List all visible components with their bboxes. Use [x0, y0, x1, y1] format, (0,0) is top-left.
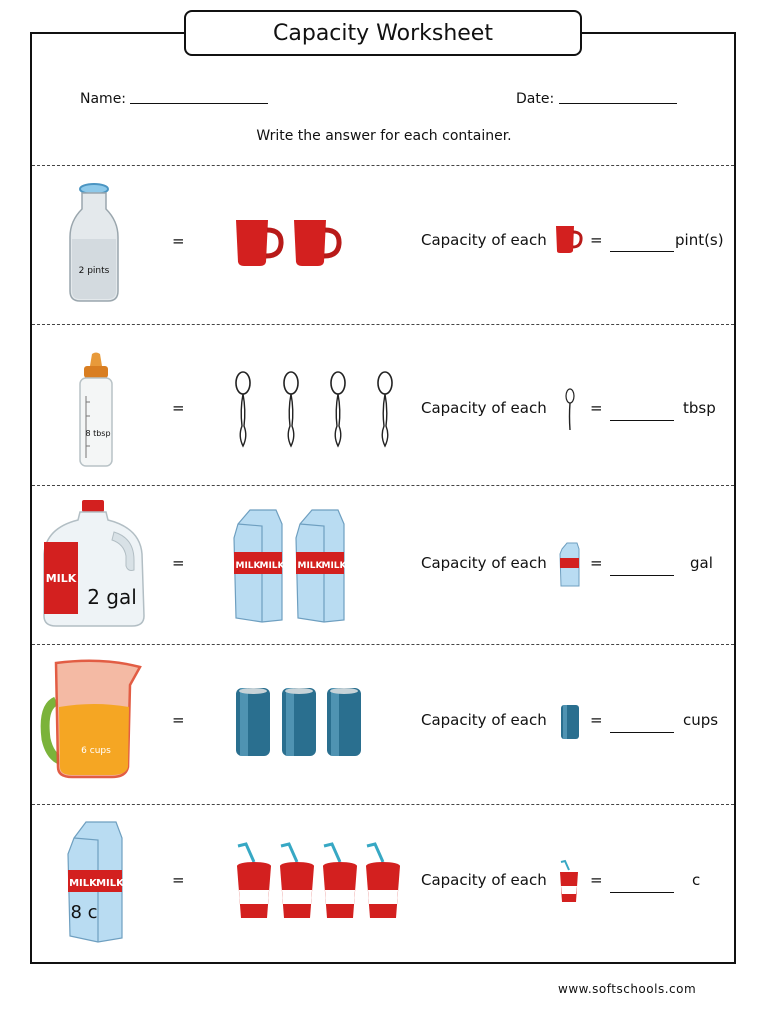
milk-jug-icon	[42, 498, 148, 630]
milk-carton-icon	[294, 508, 346, 624]
soda-cup-icon	[558, 860, 580, 904]
capacity-text: Capacity of each	[421, 711, 547, 729]
answer-blank[interactable]	[610, 575, 674, 576]
unit-label: cups	[683, 711, 719, 729]
answer-blank[interactable]	[610, 251, 674, 252]
date-label: Date:	[516, 91, 555, 107]
row-divider	[32, 324, 734, 325]
milk-label: MILK	[69, 878, 97, 889]
answer-blank[interactable]	[610, 892, 674, 893]
equals-sign: =	[172, 554, 185, 572]
svg-text:MILK: MILK	[321, 561, 347, 571]
pitcher-icon	[42, 657, 148, 781]
worksheet-title: Capacity Worksheet	[184, 10, 582, 56]
milk-label: MILK	[45, 572, 77, 585]
row-divider	[32, 644, 734, 645]
baby-bottle-icon	[76, 352, 116, 470]
name-field	[80, 91, 268, 107]
milk-bottle-icon	[66, 183, 126, 305]
spoon-icon	[328, 370, 348, 448]
answer-blank[interactable]	[610, 732, 674, 733]
unit-label: tbsp	[683, 399, 716, 417]
container-label: 6 cups	[81, 746, 111, 756]
name-blank[interactable]	[130, 103, 268, 104]
container-label: 2 pints	[78, 266, 110, 276]
container-label: 2 gal	[87, 585, 137, 609]
milk-label: MILK	[96, 878, 124, 889]
soda-can-icon	[325, 686, 363, 758]
milk-carton-icon	[232, 508, 284, 624]
equals-sign: =	[172, 399, 185, 417]
spoon-icon	[564, 388, 576, 432]
mug-icon	[555, 225, 585, 255]
mug-icon	[292, 218, 344, 268]
capacity-text: Capacity of each	[421, 871, 547, 889]
unit-label: pint(s)	[675, 231, 724, 249]
svg-text:MILK: MILK	[235, 561, 261, 571]
capacity-text: Capacity of each	[421, 231, 547, 249]
footer-url: www.softschools.com	[558, 982, 697, 996]
unit-label: c	[692, 871, 701, 889]
soda-can-icon	[560, 704, 580, 740]
instructions: Write the answer for each container.	[256, 128, 512, 144]
soda-cup-icon	[277, 842, 317, 922]
row-divider	[32, 804, 734, 805]
spoon-icon	[375, 370, 395, 448]
spoon-icon	[281, 370, 301, 448]
equals-sign: =	[590, 231, 603, 249]
answer-blank[interactable]	[610, 420, 674, 421]
container-label: 8 c	[70, 902, 98, 923]
capacity-text: Capacity of each	[421, 554, 547, 572]
container-label: 8 tbsp	[85, 429, 111, 438]
milk-carton-icon	[559, 542, 581, 588]
date-field	[516, 91, 677, 107]
name-label: Name:	[80, 91, 127, 107]
mug-icon	[234, 218, 286, 268]
soda-can-icon	[280, 686, 318, 758]
svg-text:MILK: MILK	[259, 561, 285, 571]
soda-cup-icon	[320, 842, 360, 922]
spoon-icon	[233, 370, 253, 448]
soda-cup-icon	[363, 842, 403, 922]
unit-label: gal	[690, 554, 713, 572]
row-divider	[32, 485, 734, 486]
equals-sign: =	[172, 711, 185, 729]
equals-sign: =	[172, 232, 185, 250]
equals-sign: =	[172, 871, 185, 889]
equals-sign: =	[590, 711, 603, 729]
svg-text:MILK: MILK	[297, 561, 323, 571]
date-blank[interactable]	[559, 103, 677, 104]
capacity-text: Capacity of each	[421, 399, 547, 417]
soda-can-icon	[234, 686, 272, 758]
equals-sign: =	[590, 871, 603, 889]
milk-carton-icon	[66, 820, 126, 944]
equals-sign: =	[590, 399, 603, 417]
soda-cup-icon	[234, 842, 274, 922]
equals-sign: =	[590, 554, 603, 572]
row-divider	[32, 165, 734, 166]
